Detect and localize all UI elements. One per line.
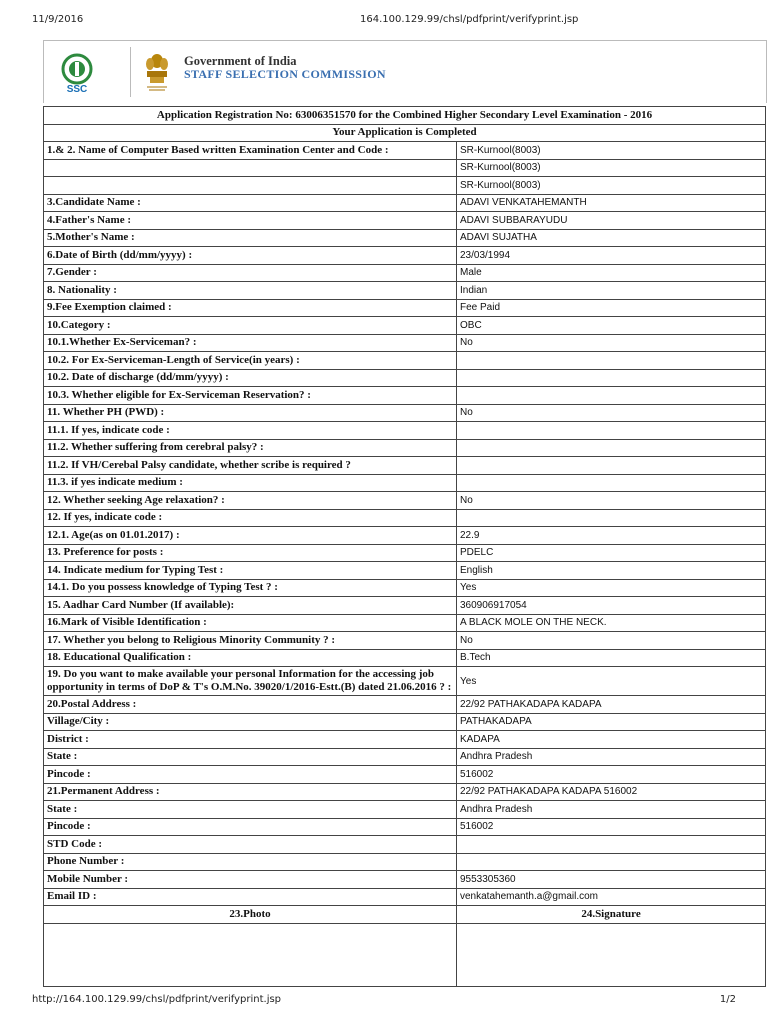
centre-value: SR-Kurnool(8003) <box>457 142 766 160</box>
photo-box <box>44 923 457 986</box>
photo-signature-box-row <box>44 923 766 986</box>
field-value: No <box>457 492 766 510</box>
centre-value: SR-Kurnool(8003) <box>457 177 766 195</box>
field-label: 20.Postal Address : <box>44 696 457 714</box>
field-label: 10.2. Date of discharge (dd/mm/yyyy) : <box>44 369 457 387</box>
form-row <box>44 264 766 282</box>
field-value: PATHAKADAPA <box>457 713 766 731</box>
field-label: 19. Do you want to make available your personal Information for the accessing job opportunity in terms of DoP & T's O.M.No. 39020/1/2016-Estt.(B) dated 21.06.2016 ? : <box>44 667 457 696</box>
field-label: District : <box>44 731 457 749</box>
field-value <box>457 422 766 440</box>
photo-label: 23.Photo <box>44 906 457 924</box>
field-label: 14.1. Do you possess knowledge of Typing Test ? : <box>44 579 457 597</box>
field-value: Fee Paid <box>457 299 766 317</box>
field-value: 22/92 PATHAKADAPA KADAPA 516002 <box>457 783 766 801</box>
form-row <box>44 439 766 457</box>
field-value: Andhra Pradesh <box>457 748 766 766</box>
field-value: No <box>457 632 766 650</box>
field-value <box>457 457 766 475</box>
field-label: 10.2. For Ex-Serviceman-Length of Service(in years) : <box>44 352 457 370</box>
field-label: 4.Father's Name : <box>44 212 457 230</box>
field-value: OBC <box>457 317 766 335</box>
form-row <box>44 457 766 475</box>
form-row <box>44 492 766 510</box>
banner-divider <box>130 47 131 97</box>
form-row <box>44 194 766 212</box>
field-value: Male <box>457 264 766 282</box>
field-value: English <box>457 562 766 580</box>
form-row <box>44 748 766 766</box>
national-emblem-icon <box>142 51 172 93</box>
form-row <box>44 632 766 650</box>
form-row <box>44 836 766 854</box>
field-label: 10.3. Whether eligible for Ex-Serviceman Reservation? : <box>44 387 457 405</box>
form-row <box>44 352 766 370</box>
field-label: Village/City : <box>44 713 457 731</box>
form-row <box>44 422 766 440</box>
application-title: Application Registration No: 63006351570 for the Combined Higher Secondary Level Examination - 2016 <box>44 107 766 125</box>
form-row <box>44 818 766 836</box>
form-row <box>44 853 766 871</box>
field-label: 13. Preference for posts : <box>44 544 457 562</box>
field-label: State : <box>44 748 457 766</box>
field-label: 5.Mother's Name : <box>44 229 457 247</box>
form-row <box>44 649 766 667</box>
ssc-logo-icon <box>56 52 98 94</box>
field-value: KADAPA <box>457 731 766 749</box>
field-label: 3.Candidate Name : <box>44 194 457 212</box>
form-row <box>44 369 766 387</box>
field-value: ADAVI SUJATHA <box>457 229 766 247</box>
status-row <box>44 124 766 142</box>
field-label: 17. Whether you belong to Religious Minority Community ? : <box>44 632 457 650</box>
field-label: 16.Mark of Visible Identification : <box>44 614 457 632</box>
field-value: 360906917054 <box>457 597 766 615</box>
field-label: STD Code : <box>44 836 457 854</box>
field-value: A BLACK MOLE ON THE NECK. <box>457 614 766 632</box>
field-value: Indian <box>457 282 766 300</box>
field-value: Andhra Pradesh <box>457 801 766 819</box>
form-row <box>44 299 766 317</box>
form-row <box>44 212 766 230</box>
field-value: 23/03/1994 <box>457 247 766 265</box>
form-row <box>44 597 766 615</box>
form-row <box>44 474 766 492</box>
field-label: State : <box>44 801 457 819</box>
field-label: Pincode : <box>44 766 457 784</box>
field-label: 7.Gender : <box>44 264 457 282</box>
form-row <box>44 527 766 545</box>
form-row <box>44 713 766 731</box>
empty-label <box>44 159 457 177</box>
field-label: 11. Whether PH (PWD) : <box>44 404 457 422</box>
ssc-logo-text: SSC <box>66 84 88 94</box>
print-footer <box>32 994 736 1008</box>
form-row <box>44 142 766 160</box>
field-value <box>457 352 766 370</box>
field-value: 9553305360 <box>457 871 766 889</box>
form-row <box>44 509 766 527</box>
form-row <box>44 177 766 195</box>
field-value <box>457 509 766 527</box>
field-value <box>457 387 766 405</box>
field-label: Pincode : <box>44 818 457 836</box>
field-label: 8. Nationality : <box>44 282 457 300</box>
field-label: Email ID : <box>44 888 457 906</box>
field-label: 11.1. If yes, indicate code : <box>44 422 457 440</box>
form-row <box>44 766 766 784</box>
form-row <box>44 783 766 801</box>
field-label: 21.Permanent Address : <box>44 783 457 801</box>
form-row <box>44 667 766 696</box>
field-value: ADAVI SUBBARAYUDU <box>457 212 766 230</box>
field-value <box>457 474 766 492</box>
ssc-banner <box>43 40 767 103</box>
field-value <box>457 369 766 387</box>
signature-box <box>457 923 766 986</box>
field-value <box>457 439 766 457</box>
page-number: 1/2 <box>719 994 736 1005</box>
signature-label: 24.Signature <box>457 906 766 924</box>
form-row <box>44 229 766 247</box>
field-label: 11.2. Whether suffering from cerebral palsy? : <box>44 439 457 457</box>
print-header-url: 164.100.129.99/chsl/pdfprint/verifyprint.jsp <box>360 14 579 25</box>
field-value: 516002 <box>457 818 766 836</box>
application-form-table <box>43 106 766 987</box>
field-value: 22.9 <box>457 527 766 545</box>
empty-label <box>44 177 457 195</box>
form-row <box>44 404 766 422</box>
field-label: 10.Category : <box>44 317 457 335</box>
field-value: venkatahemanth.a@gmail.com <box>457 888 766 906</box>
form-row <box>44 544 766 562</box>
field-value: Yes <box>457 579 766 597</box>
field-label: 15. Aadhar Card Number (If available): <box>44 597 457 615</box>
form-row <box>44 282 766 300</box>
field-value: No <box>457 404 766 422</box>
form-row <box>44 387 766 405</box>
government-of-india-title: Government of India <box>184 54 297 68</box>
form-row <box>44 871 766 889</box>
field-label: Phone Number : <box>44 853 457 871</box>
field-label: 10.1.Whether Ex-Serviceman? : <box>44 334 457 352</box>
field-label: Mobile Number : <box>44 871 457 889</box>
form-row <box>44 562 766 580</box>
field-value <box>457 853 766 871</box>
application-status: Your Application is Completed <box>44 124 766 142</box>
form-row <box>44 614 766 632</box>
photo-signature-header-row <box>44 906 766 924</box>
field-label: 9.Fee Exemption claimed : <box>44 299 457 317</box>
field-label: 11.2. If VH/Cerebal Palsy candidate, whether scribe is required ? <box>44 457 457 475</box>
centre-value: SR-Kurnool(8003) <box>457 159 766 177</box>
field-value: No <box>457 334 766 352</box>
field-label: 18. Educational Qualification : <box>44 649 457 667</box>
field-value: PDELC <box>457 544 766 562</box>
form-row <box>44 317 766 335</box>
form-row <box>44 801 766 819</box>
field-label: 6.Date of Birth (dd/mm/yyyy) : <box>44 247 457 265</box>
centre-label: 1.& 2. Name of Computer Based written Examination Center and Code : <box>44 142 457 160</box>
field-label: 11.3. if yes indicate medium : <box>44 474 457 492</box>
form-row <box>44 579 766 597</box>
form-row <box>44 334 766 352</box>
field-value: 516002 <box>457 766 766 784</box>
field-value: Yes <box>457 667 766 696</box>
form-row <box>44 247 766 265</box>
print-header <box>32 14 736 28</box>
print-footer-url: http://164.100.129.99/chsl/pdfprint/verifyprint.jsp <box>32 994 282 1005</box>
title-row <box>44 107 766 125</box>
print-date: 11/9/2016 <box>32 14 84 25</box>
field-label: 12. If yes, indicate code : <box>44 509 457 527</box>
field-label: 14. Indicate medium for Typing Test : <box>44 562 457 580</box>
form-row <box>44 888 766 906</box>
form-row <box>44 696 766 714</box>
field-label: 12.1. Age(as on 01.01.2017) : <box>44 527 457 545</box>
form-row <box>44 731 766 749</box>
field-value: ADAVI VENKATAHEMANTH <box>457 194 766 212</box>
form-row <box>44 159 766 177</box>
field-value: 22/92 PATHAKADAPA KADAPA <box>457 696 766 714</box>
field-value: B.Tech <box>457 649 766 667</box>
ssc-title: STAFF SELECTION COMMISSION <box>184 67 386 81</box>
field-value <box>457 836 766 854</box>
field-label: 12. Whether seeking Age relaxation? : <box>44 492 457 510</box>
